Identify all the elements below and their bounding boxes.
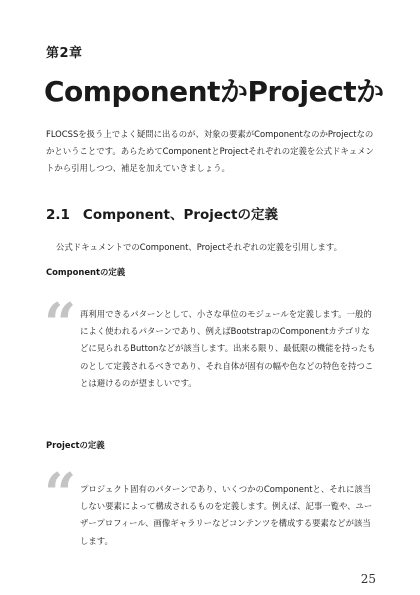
page-number: 25	[360, 572, 376, 586]
quote-icon: “	[44, 461, 77, 527]
section-number: 2.1	[46, 207, 70, 223]
intro-paragraph: FLOCSSを扱う上でよく疑問に出るのが、対象の要素がComponentなのかProjectなのかということです。あらためてComponentとProjectそれぞれの定義を公式ドキュメントから引用しつつ、補足を加えていきましょう。	[46, 129, 374, 173]
chapter-title: ComponentかProjectか	[44, 75, 384, 108]
section-title: Component、Projectの定義	[82, 207, 279, 223]
section-heading	[46, 203, 278, 223]
project-definition-heading: Projectの定義	[46, 440, 105, 450]
section-lead: 公式ドキュメントでのComponent、Projectそれぞれの定義を引用します。	[56, 242, 342, 252]
component-definition-quote: 再利用できるパターンとして、小さな単位のモジュールを定義します。一般的によく使われるパターンであり、例えばBootstrapのComponentカテゴリなどに見られるButtonなどが該当します。出来る限り、最低限の機能を持ったものとして定義されるべきであり、それ自体が固有の幅や色などの特色を持つことは避けるのが望ましいです。	[80, 309, 376, 388]
quote-icon: “	[44, 291, 77, 357]
chapter-label: 第2章	[46, 46, 83, 61]
component-definition-heading: Componentの定義	[46, 267, 126, 277]
project-definition-quote: プロジェクト固有のパターンであり、いくつかのComponentと、それに該当しない要素によって構成されるものを定義します。例えば、記事一覧や、ユーザープロフィール、画像ギャラリーなどコンテンツを構成する要素などが該当します。	[80, 484, 373, 546]
